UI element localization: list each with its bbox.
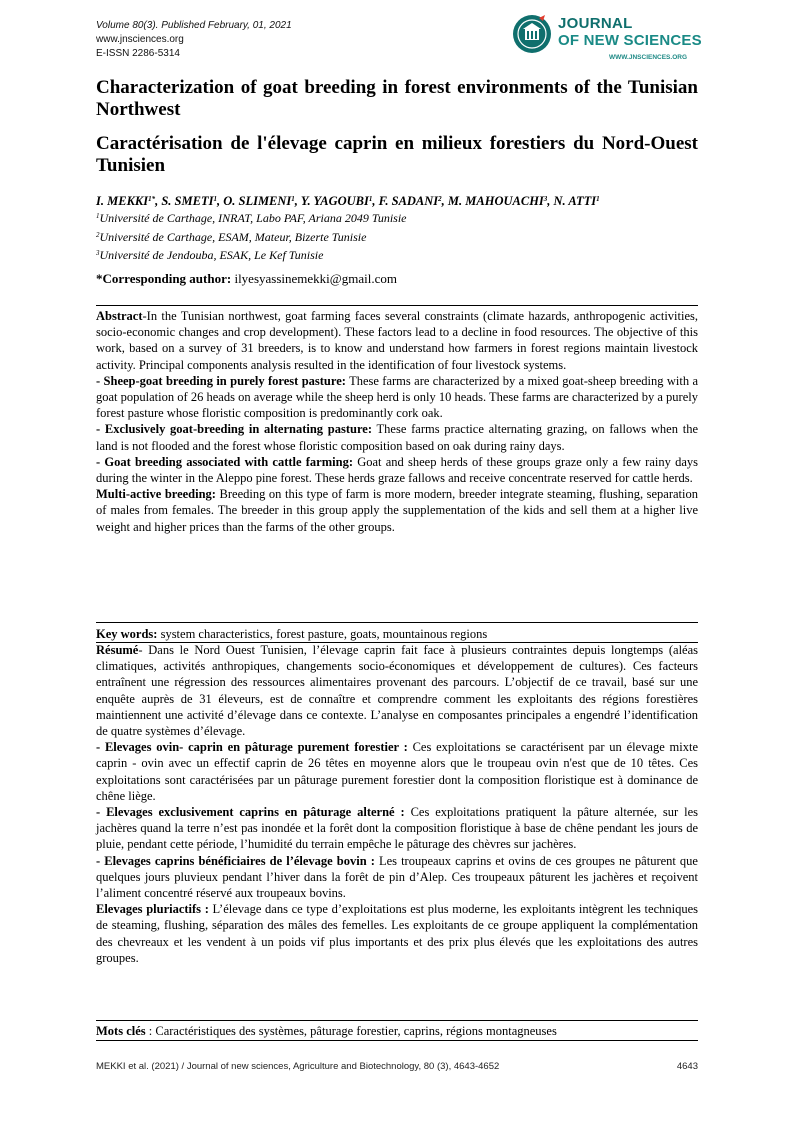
affiliation-text: Université de Carthage, INRAT, Labo PAF, Ariana 2049 Tunisie xyxy=(99,211,407,225)
author-name: Y. YAGOUBI xyxy=(300,194,369,208)
divider-line xyxy=(96,1040,698,1041)
abstract-item-heading: - Exclusively goat-breeding in alternating pasture: xyxy=(96,422,373,437)
keywords-section xyxy=(96,626,698,642)
affiliation xyxy=(96,230,366,245)
abstract-section xyxy=(96,308,698,535)
resume-item-heading: Elevages pluriactifs : xyxy=(96,902,209,917)
author-name: I. MEKKI xyxy=(96,194,149,208)
affiliation-mark: 2 xyxy=(96,231,100,239)
page-number: 4643 xyxy=(676,1061,698,1072)
logo-url: WWW.JNSCIENCES.ORG xyxy=(609,54,688,61)
author-affil-mark: 1 xyxy=(213,195,217,203)
author-affil-mark: 1 xyxy=(368,195,373,203)
abstract-item xyxy=(96,373,698,422)
abstract-item xyxy=(96,421,698,453)
resume-label: Résumé xyxy=(96,643,139,657)
corresponding-label: *Corresponding author: xyxy=(96,271,232,286)
author-affil-mark: 1 xyxy=(291,195,295,203)
author-affil-mark: 1* xyxy=(148,195,156,203)
keywords-label: Key words: xyxy=(96,627,158,641)
author-name: M. MAHOUACHI xyxy=(447,194,544,208)
abstract-item-heading: - Sheep-goat breeding in purely forest pasture: xyxy=(96,373,346,388)
abstract-item-text: Goat and sheep herds of these groups graze only a few rainy days during the winter in the Aleppo pine forest. These herds graze fallows and receive concentrate reserved for cattle herds. xyxy=(96,454,699,486)
corresponding-email[interactable]: ilyesyassinemekki@gmail.com xyxy=(234,271,397,286)
logo-line1: JOURNAL xyxy=(558,15,633,32)
affiliation-mark: 1 xyxy=(96,212,100,220)
author-name: N. ATTI xyxy=(553,194,597,208)
resume-item-text: Ces exploitations pratiquent la pâture alternée, sur les jachères quand la terre n’est pas inondée et la forêt dont la composition floristique à base de chêne pendant les jours de pluie, pendant cette période, l’humidité du terrain empêche le pâturage des chèvres sur jachères. xyxy=(96,805,698,852)
resume-item-heading: - Elevages exclusivement caprins en pâturage alterné : xyxy=(96,805,405,820)
corresponding-author xyxy=(96,271,397,287)
resume-item-heading: - Elevages caprins bénéficiaires de l’élevage bovin : xyxy=(96,853,375,868)
journal-logo-icon xyxy=(512,14,552,54)
journal-website: www.jnsciences.org xyxy=(96,34,184,45)
abstract-item xyxy=(96,486,698,535)
resume-item xyxy=(96,853,698,902)
resume-item-text: L’élevage dans ce type d’exploitations est plus moderne, les exploitants intègrent les techniques de steaming, flushing, séparation des mâles des femelles. Les exploitants de ce groupe appliquent la complémentation des chevreaux et les vendent à un poids vif plus importants et des prix plus élevés que les exploitations des autres groupes. xyxy=(96,902,699,965)
resume-item xyxy=(96,901,698,966)
paper-title-french: Caractérisation de l'élevage caprin en milieux forestiers du Nord-Ouest Tunisien xyxy=(96,133,698,176)
resume-item-heading: - Elevages ovin- caprin en pâturage purement forestier : xyxy=(96,740,408,755)
resume-intro xyxy=(96,642,698,739)
author-affil-mark: 1 xyxy=(596,195,600,203)
abstract-item xyxy=(96,454,698,486)
abstract-intro xyxy=(96,308,698,373)
mots-cles-section xyxy=(96,1023,698,1039)
abstract-item-text: These farms are characterized by a mixed goat-sheep breeding with a goat population of 26 heads on average while the sheep herd is only 10 heads. These farms are characterized by a purely forest pasture whose floristic composition is predominantly cork oak. xyxy=(96,373,698,421)
page-footer xyxy=(96,1061,698,1072)
journal-issn: E-ISSN 2286-5314 xyxy=(96,48,180,59)
abstract-label: Abstract xyxy=(96,309,143,323)
author-affil-mark: 2 xyxy=(438,195,442,203)
author-name: O. SLIMENI xyxy=(223,194,292,208)
affiliation-text: Université de Carthage, ESAM, Mateur, Bizerte Tunisie xyxy=(99,230,367,244)
author-affil-mark: 3 xyxy=(543,195,548,203)
mots-cles-label: Mots clés xyxy=(96,1024,146,1038)
affiliation-text: Université de Jendouba, ESAK, Le Kef Tunisie xyxy=(99,248,324,262)
author-list: I. $MEKKI^{1*}$, S. SMETI$^1$, O. SLIMENI$^1$, Y. YAGOUBI$^1$, F. SADANI$^2$, M. MAHOUACHI$^3$, N. ATTI$^1$ xyxy=(96,194,600,208)
affiliation-mark: 3 xyxy=(96,249,100,257)
abstract-item-text: These farms practice alternating grazing, on fallows when the land is not flooded and the forest whose floristic composition based on oak during rainy days. xyxy=(96,422,698,453)
abstract-intro-text: -In the Tunisian northwest, goat farming faces several constraints (climate hazards, anthropogenic activities, socio-economic changes and crop development). These factors lead to a decline in food resources. The objective of this work, based on a survey of 31 breeders, is to know and understand how farmers in forest regions maintain livestock activity. Principal components analysis resulted in the identification of four livestock systems. xyxy=(96,309,698,372)
author-name: S. SMETI xyxy=(161,194,214,208)
footer-citation: MEKKI et al. (2021) / Journal of new sciences, Agriculture and Biotechnology, 80 (3), 4643-4652 xyxy=(96,1061,500,1072)
abstract-item-heading: - Goat breeding associated with cattle farming: xyxy=(96,454,353,469)
affiliation xyxy=(96,211,407,226)
resume-item-text: Les troupeaux caprins et ovins de ces groupes ne pâturent que quelques jours pluvieux pendant l’hiver dans la forêt de pin d’Alep. Ces troupeaux pâturent les jachères et reçoivent l’aliment concentré réservé aux troupeaux bovins. xyxy=(96,853,698,901)
author-name: F. SADANI xyxy=(378,194,439,208)
affiliation xyxy=(96,248,323,263)
keywords-text: system characteristics, forest pasture, goats, mountainous regions xyxy=(157,627,488,641)
divider-line xyxy=(96,622,698,623)
abstract-item-heading: Multi-active breeding: xyxy=(96,487,216,502)
journal-logo xyxy=(512,13,702,65)
volume-line: Volume 80(3). Published February, 01, 2021 xyxy=(96,20,292,31)
resume-section xyxy=(96,642,698,966)
resume-intro-text: - Dans le Nord Ouest Tunisien, l’élevage caprin fait face à plusieurs contraintes depuis longtemps (aléas climatiques, activités anthropiques, changements socio-économiques et développement de cultures). Ces facteurs entraînent une régression des ressources alimentaires provenant des parcours. L’objectif de ce travail, basé sur une enquête auprès de 31 éleveurs, est de connaître et comprendre comment les exploitants des régions forestières maintiennent une activité d’élevage dans ce contexte. L’analyse en composantes principales a engendré l’identification de quatre systèmes d’élevage. xyxy=(96,643,698,739)
paper-title-english: Characterization of goat breeding in forest environments of the Tunisian Northwest xyxy=(96,77,698,120)
resume-item-text: Ces exploitations se caractérisent par un élevage mixte caprin - ovin avec un effectif caprin de 26 têtes en moyenne alors que le troupeau ovin n'est que de 10 têtes. Ces exploitations sont caractérisées par un pâturage purement forestier dont la composition floristique est à dominance de chêne liège. xyxy=(96,740,698,803)
resume-item xyxy=(96,804,698,853)
abstract-item-text: Breeding on this type of farm is more modern, breeder integrate steaming, flushing, separation of males from females. The breeder in this group apply the supplementation of the kids and sell them at a higher live weight and higher prices than the farms of the other groups. xyxy=(96,487,698,534)
resume-item xyxy=(96,739,698,804)
logo-line2: OF NEW SCIENCES xyxy=(558,32,702,49)
divider-line xyxy=(96,305,698,306)
mots-cles-text: : Caractéristiques des systèmes, pâturage forestier, caprins, régions montagneuses xyxy=(145,1024,557,1038)
divider-line xyxy=(96,1020,698,1021)
journal-header-info xyxy=(96,19,292,61)
